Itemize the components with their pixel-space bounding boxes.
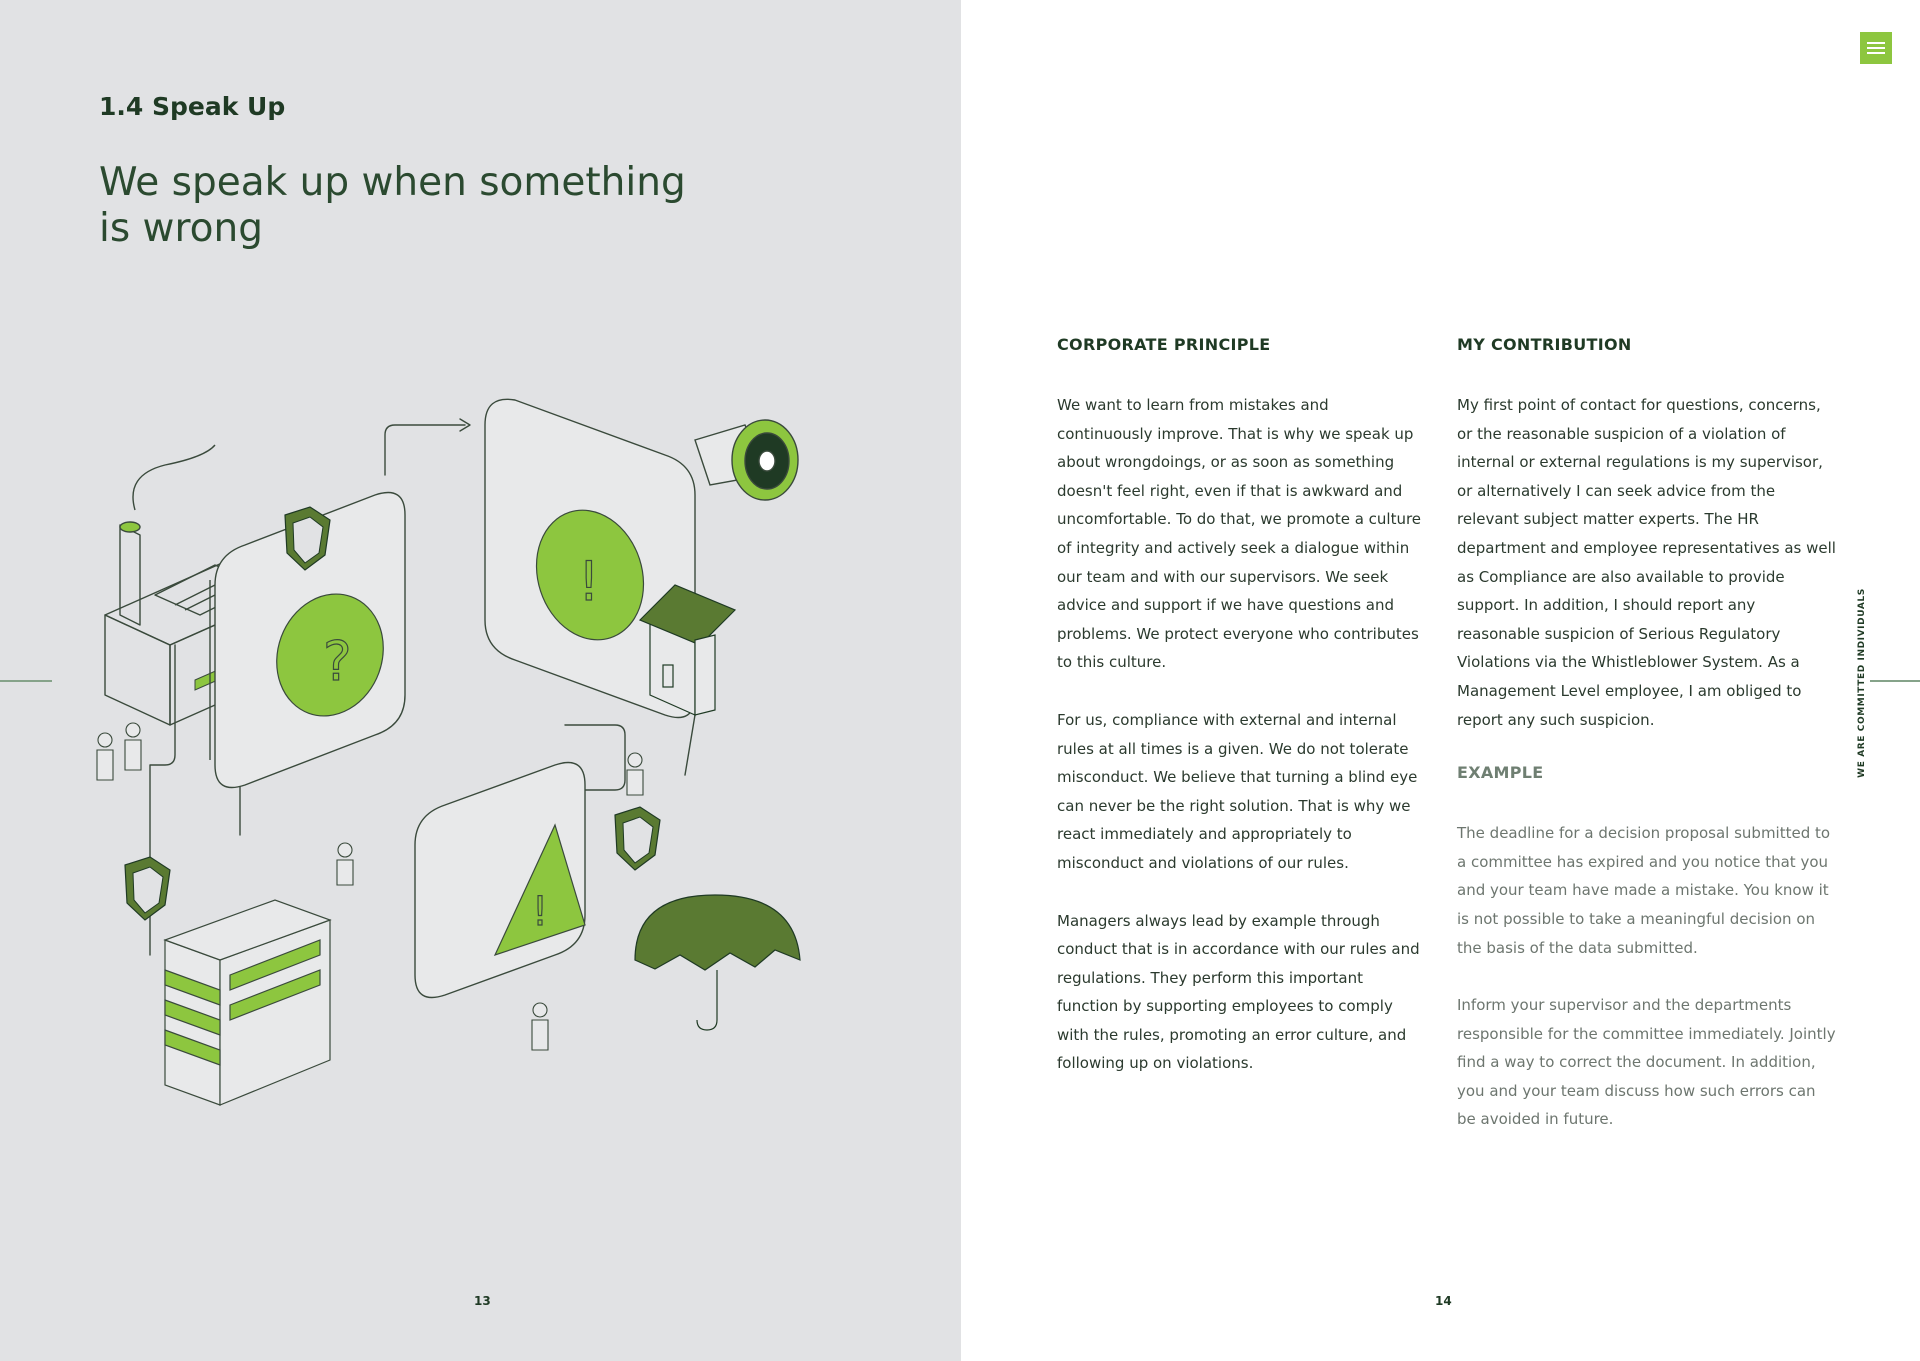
corporate-principle-paragraph: Managers always lead by example through conduct that is in accordance with our rules and regulations. They perform this important function by supporting employees to comply with the rules, promoting an error culture, and following up on violations.	[1057, 911, 1420, 1073]
example-paragraph: The deadline for a decision proposal submitted to a committee has expired and you notice that you and your team have made a mistake. You know it is not possible to take a meaningful decision on the basis of the data submitted.	[1457, 824, 1831, 957]
corporate-principle-paragraph: For us, compliance with external and internal rules at all times is a given. We do not tolerate misconduct. We believe that turning a blind eye can never be the right solution. That is why we react immediately and appropriately to misconduct and violations of our rules.	[1057, 710, 1418, 872]
office-building	[165, 900, 330, 1105]
example-paragraph: Inform your supervisor and the departments responsible for the committee immediately. Jointly find a way to correct the document. In addition, you and your team discuss how such errors can be avoided in future.	[1457, 996, 1836, 1129]
umbrella	[635, 895, 800, 1030]
my-contribution-heading: MY CONTRIBUTION	[1457, 335, 1632, 354]
page-headline: We speak up when something is wrong	[99, 160, 686, 251]
page-number-left: 13	[474, 1294, 491, 1308]
chapter-side-label: WE ARE COMMITTED INDIVIDUALS	[1857, 588, 1867, 778]
my-contribution-paragraph: My first point of contact for questions, concerns, or the reasonable suspicion of a violation of internal or external regulations is my supervisor, or alternatively I can seek advice from the relevant subject matter experts. The HR department and employee representatives as well as Compliance are also available to provide support. In addition, I should report any reasonable suspicion of Serious Regulatory Violations via the Whistleblower System. As a Management Level employee, I am obliged to report any such suspicion.	[1457, 396, 1836, 729]
corporate-principle-heading: CORPORATE PRINCIPLE	[1057, 335, 1271, 354]
corporate-principle-paragraph: We want to learn from mistakes and continuously improve. That is why we speak up about wrongdoings, or as soon as something doesn't feel right, even if that is awkward and uncomfortable. To do that, we promote a culture of integrity and actively seek a dialogue within our team and with our supervisors. We seek advice and support if we have questions and problems. We protect everyone who contributes to this culture.	[1057, 396, 1422, 672]
page-edge-tick	[0, 680, 52, 682]
svg-text:!: !	[532, 889, 549, 935]
corporate-principle-column	[1057, 335, 1427, 1107]
megaphone	[695, 420, 798, 500]
right-page	[961, 0, 1920, 1361]
menu-button[interactable]	[1860, 32, 1892, 64]
page-edge-tick	[1870, 680, 1920, 682]
speak-up-illustration	[95, 395, 840, 1115]
menu-icon	[1867, 42, 1885, 44]
example-heading: EXAMPLE	[1457, 763, 1544, 783]
section-label: 1.4 Speak Up	[99, 92, 286, 121]
my-contribution-column	[1457, 335, 1837, 1163]
svg-text:!: !	[578, 550, 600, 613]
svg-text:?: ?	[323, 630, 352, 693]
page-number-right: 14	[1435, 1294, 1452, 1308]
